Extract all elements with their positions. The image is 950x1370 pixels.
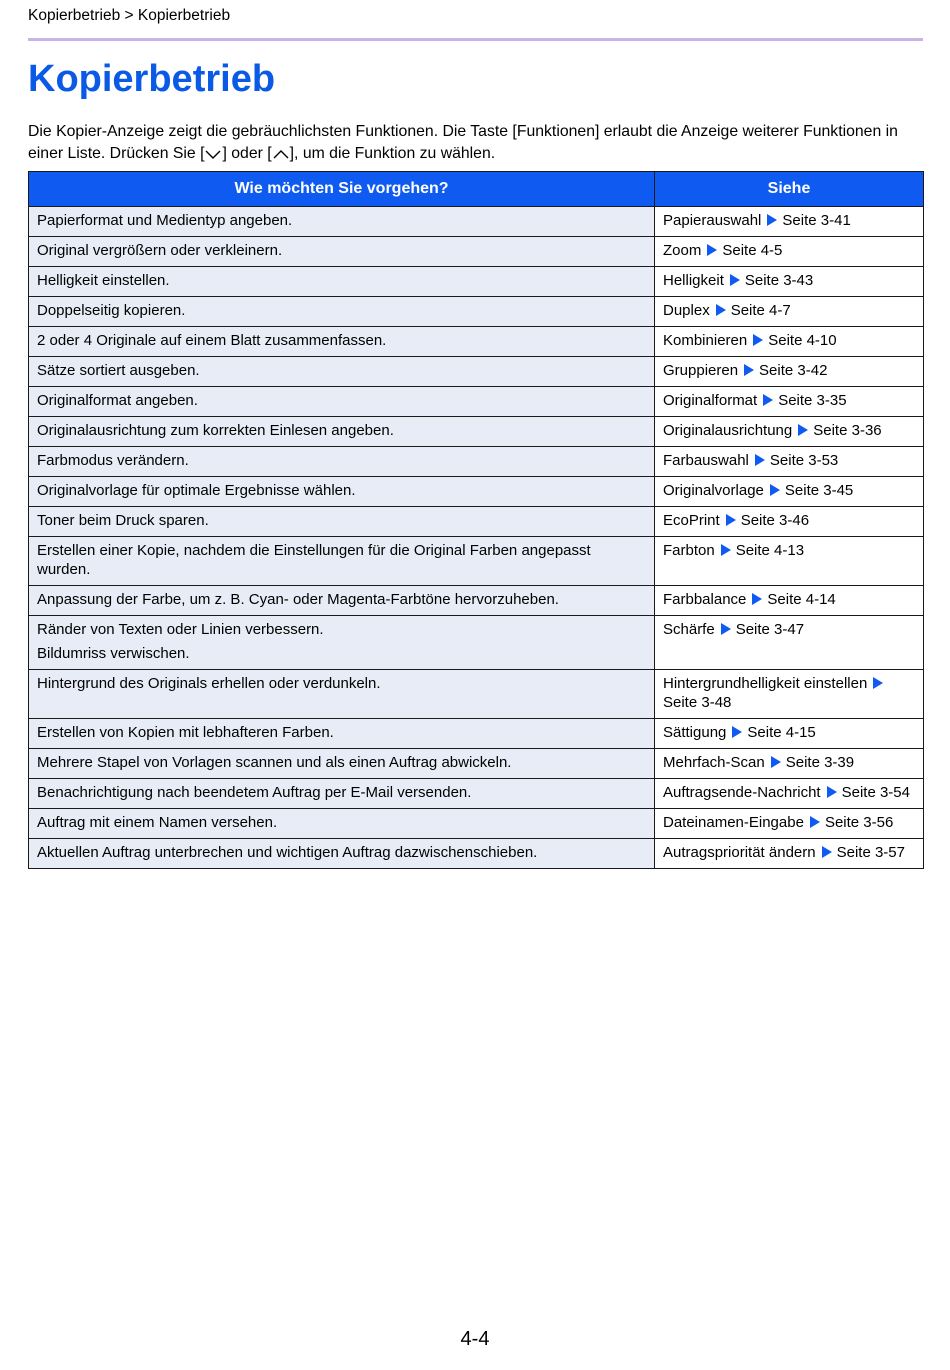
- page-reference[interactable]: Seite 4-13: [735, 542, 805, 559]
- task-cell: [29, 616, 655, 670]
- intro-part-1: Die Kopier-Anzeige zeigt die gebräuchlichsten Funktionen. Die Taste [Funktionen] erlaubt die Anzeige weiterer Funktionen in einer Liste. Drücken Sie [: [28, 123, 898, 162]
- task-text: Aktuellen Auftrag unterbrechen und wichtigen Auftrag dazwischenschieben.: [37, 844, 538, 861]
- reference-cell: [655, 616, 924, 670]
- task-text: Mehrere Stapel von Vorlagen scannen und als einen Auftrag abwickeln.: [37, 754, 512, 771]
- task-text: Helligkeit einstellen.: [37, 272, 170, 289]
- reference-link[interactable]: Farbbalance: [663, 591, 747, 608]
- reference-link[interactable]: Sättigung: [663, 724, 727, 741]
- triangle-right-icon: [753, 334, 763, 346]
- reference-cell: [655, 670, 924, 719]
- table-row: [29, 749, 924, 779]
- reference-link[interactable]: Gruppieren: [663, 362, 739, 379]
- reference-cell: [655, 779, 924, 809]
- intro-part-3: ], um die Funktion zu wählen.: [289, 145, 496, 162]
- table-row: [29, 670, 924, 719]
- task-cell: [29, 357, 655, 387]
- task-cell: [29, 477, 655, 507]
- table-row: [29, 779, 924, 809]
- task-cell: [29, 839, 655, 869]
- triangle-right-icon: [755, 454, 765, 466]
- page-reference[interactable]: Seite 3-36: [813, 422, 882, 439]
- task-text: Auftrag mit einem Namen versehen.: [37, 814, 278, 831]
- reference-link[interactable]: Schärfe: [663, 621, 715, 638]
- triangle-right-icon: [726, 514, 736, 526]
- task-cell: [29, 719, 655, 749]
- table-row: [29, 297, 924, 327]
- page-reference[interactable]: Seite 4-7: [730, 302, 791, 319]
- task-cell: [29, 237, 655, 267]
- task-text: 2 oder 4 Originale auf einem Blatt zusammenfassen.: [37, 332, 387, 349]
- header-rule: [28, 38, 923, 41]
- page-reference[interactable]: Seite 3-53: [769, 452, 839, 469]
- page-reference[interactable]: Seite 4-14: [767, 591, 836, 608]
- task-text: Anpassung der Farbe, um z. B. Cyan- oder Magenta-Farbtöne hervorzuheben.: [37, 591, 559, 608]
- table-row: [29, 616, 924, 670]
- page-number: 4-4: [460, 1328, 490, 1350]
- triangle-right-icon: [730, 274, 740, 286]
- reference-link[interactable]: Duplex: [663, 302, 710, 319]
- reference-link[interactable]: Papierauswahl: [663, 212, 762, 229]
- reference-link[interactable]: EcoPrint: [663, 512, 720, 529]
- triangle-right-icon: [827, 786, 837, 798]
- reference-link[interactable]: Kombinieren: [663, 332, 748, 349]
- page-reference[interactable]: Seite 3-41: [782, 212, 851, 229]
- table-row: [29, 477, 924, 507]
- triangle-right-icon: [798, 424, 808, 436]
- reference-cell: [655, 477, 924, 507]
- table-row: [29, 447, 924, 477]
- page-reference[interactable]: Seite 3-35: [778, 392, 847, 409]
- table-row: [29, 537, 924, 586]
- task-text: Benachrichtigung nach beendetem Auftrag per E-Mail versenden.: [37, 784, 472, 801]
- triangle-right-icon: [744, 364, 754, 376]
- page-reference[interactable]: Seite 3-57: [836, 844, 905, 861]
- table-row: [29, 719, 924, 749]
- reference-cell: [655, 749, 924, 779]
- reference-cell: [655, 586, 924, 616]
- table-row: [29, 357, 924, 387]
- reference-cell: [655, 267, 924, 297]
- reference-link[interactable]: Helligkeit: [663, 272, 724, 289]
- chevron-up-icon: [272, 148, 290, 160]
- task-cell: [29, 417, 655, 447]
- triangle-right-icon: [707, 244, 717, 256]
- triangle-right-icon: [770, 484, 780, 496]
- task-text: Erstellen von Kopien mit lebhafteren Farben.: [37, 724, 334, 741]
- reference-link[interactable]: Farbauswahl: [663, 452, 749, 469]
- triangle-right-icon: [771, 756, 781, 768]
- task-text: Sätze sortiert ausgeben.: [37, 362, 200, 379]
- page-reference[interactable]: Seite 4-15: [747, 724, 816, 741]
- table-row: [29, 327, 924, 357]
- task-text: Original vergrößern oder verkleinern.: [37, 242, 283, 259]
- reference-link[interactable]: Originalausrichtung: [663, 422, 793, 439]
- task-text: Originalausrichtung zum korrekten Einlesen angeben.: [37, 422, 394, 439]
- task-cell: [29, 207, 655, 237]
- page-reference[interactable]: Seite 3-56: [824, 814, 894, 831]
- reference-cell: [655, 327, 924, 357]
- reference-cell: [655, 417, 924, 447]
- task-cell: [29, 586, 655, 616]
- triangle-right-icon: [810, 816, 820, 828]
- table-row: [29, 809, 924, 839]
- page-title: Kopierbetrieb: [28, 58, 276, 100]
- intro-text: [28, 121, 923, 165]
- table-row: [29, 237, 924, 267]
- task-cell: [29, 447, 655, 477]
- triangle-right-icon: [873, 677, 883, 689]
- task-cell: [29, 267, 655, 297]
- task-text: Doppelseitig kopieren.: [37, 302, 186, 319]
- triangle-right-icon: [822, 846, 832, 858]
- task-text: Farbmodus verändern.: [37, 452, 189, 469]
- reference-cell: [655, 297, 924, 327]
- reference-link[interactable]: Auftragsende-Nachricht: [663, 784, 821, 801]
- triangle-right-icon: [763, 394, 773, 406]
- task-cell: [29, 779, 655, 809]
- column-header-see: Siehe: [655, 172, 924, 207]
- reference-table: [28, 171, 924, 869]
- reference-cell: [655, 237, 924, 267]
- task-text: Originalformat angeben.: [37, 392, 198, 409]
- page-reference[interactable]: Seite 3-54: [841, 784, 910, 801]
- table-header-row: [29, 172, 924, 207]
- page-reference[interactable]: Seite 3-42: [759, 362, 828, 379]
- reference-link[interactable]: Originalvorlage: [663, 482, 764, 499]
- chevron-down-icon: [204, 148, 222, 160]
- task-text: Hintergrund des Originals erhellen oder verdunkeln.: [37, 675, 381, 692]
- table-row: [29, 417, 924, 447]
- reference-link[interactable]: Dateinamen-Eingabe: [663, 814, 804, 831]
- triangle-right-icon: [767, 214, 777, 226]
- task-cell: [29, 809, 655, 839]
- page-reference[interactable]: Seite 3-48: [663, 694, 732, 711]
- column-header-task: Wie möchten Sie vorgehen?: [29, 172, 655, 207]
- task-cell: [29, 670, 655, 719]
- page-reference[interactable]: Seite 3-43: [744, 272, 814, 289]
- reference-cell: [655, 207, 924, 237]
- page-reference[interactable]: Seite 3-45: [784, 482, 854, 499]
- intro-part-2: ] oder [: [222, 145, 272, 162]
- table-row: [29, 507, 924, 537]
- task-cell: [29, 749, 655, 779]
- triangle-right-icon: [752, 593, 762, 605]
- reference-cell: [655, 387, 924, 417]
- task-text: Toner beim Druck sparen.: [37, 512, 209, 529]
- triangle-right-icon: [732, 726, 742, 738]
- reference-link[interactable]: Hintergrundhelligkeit einstellen: [663, 675, 868, 692]
- reference-link[interactable]: Farbton: [663, 542, 715, 559]
- reference-cell: [655, 809, 924, 839]
- table-row: [29, 267, 924, 297]
- task-text-secondary: Bildumriss verwischen.: [37, 645, 190, 662]
- reference-cell: [655, 447, 924, 477]
- triangle-right-icon: [721, 623, 731, 635]
- task-text: Erstellen einer Kopie, nachdem die Einstellungen für die Original Farben angepasst wurden.: [37, 542, 591, 578]
- table-row: [29, 839, 924, 869]
- reference-cell: [655, 537, 924, 586]
- reference-cell: [655, 357, 924, 387]
- task-text: Ränder von Texten oder Linien verbessern.: [37, 621, 324, 638]
- breadcrumb: Kopierbetrieb > Kopierbetrieb: [28, 7, 231, 24]
- task-cell: [29, 387, 655, 417]
- triangle-right-icon: [716, 304, 726, 316]
- reference-cell: [655, 839, 924, 869]
- task-cell: [29, 507, 655, 537]
- triangle-right-icon: [721, 544, 731, 556]
- task-cell: [29, 327, 655, 357]
- reference-link[interactable]: Mehrfach-Scan: [663, 754, 765, 771]
- page-reference[interactable]: Seite 4-5: [722, 242, 783, 259]
- page-reference[interactable]: Seite 4-10: [768, 332, 837, 349]
- reference-cell: [655, 507, 924, 537]
- page-reference[interactable]: Seite 3-39: [785, 754, 855, 771]
- task-cell: [29, 297, 655, 327]
- table-row: [29, 387, 924, 417]
- reference-cell: [655, 719, 924, 749]
- reference-link[interactable]: Autragspriorität ändern: [663, 844, 816, 861]
- task-text: Originalvorlage für optimale Ergebnisse wählen.: [37, 482, 356, 499]
- page-reference[interactable]: Seite 3-47: [735, 621, 805, 638]
- reference-link[interactable]: Originalformat: [663, 392, 758, 409]
- task-cell: [29, 537, 655, 586]
- table-row: [29, 586, 924, 616]
- task-text: Papierformat und Medientyp angeben.: [37, 212, 293, 229]
- reference-link[interactable]: Zoom: [663, 242, 702, 259]
- table-row: [29, 207, 924, 237]
- page-reference[interactable]: Seite 3-46: [740, 512, 810, 529]
